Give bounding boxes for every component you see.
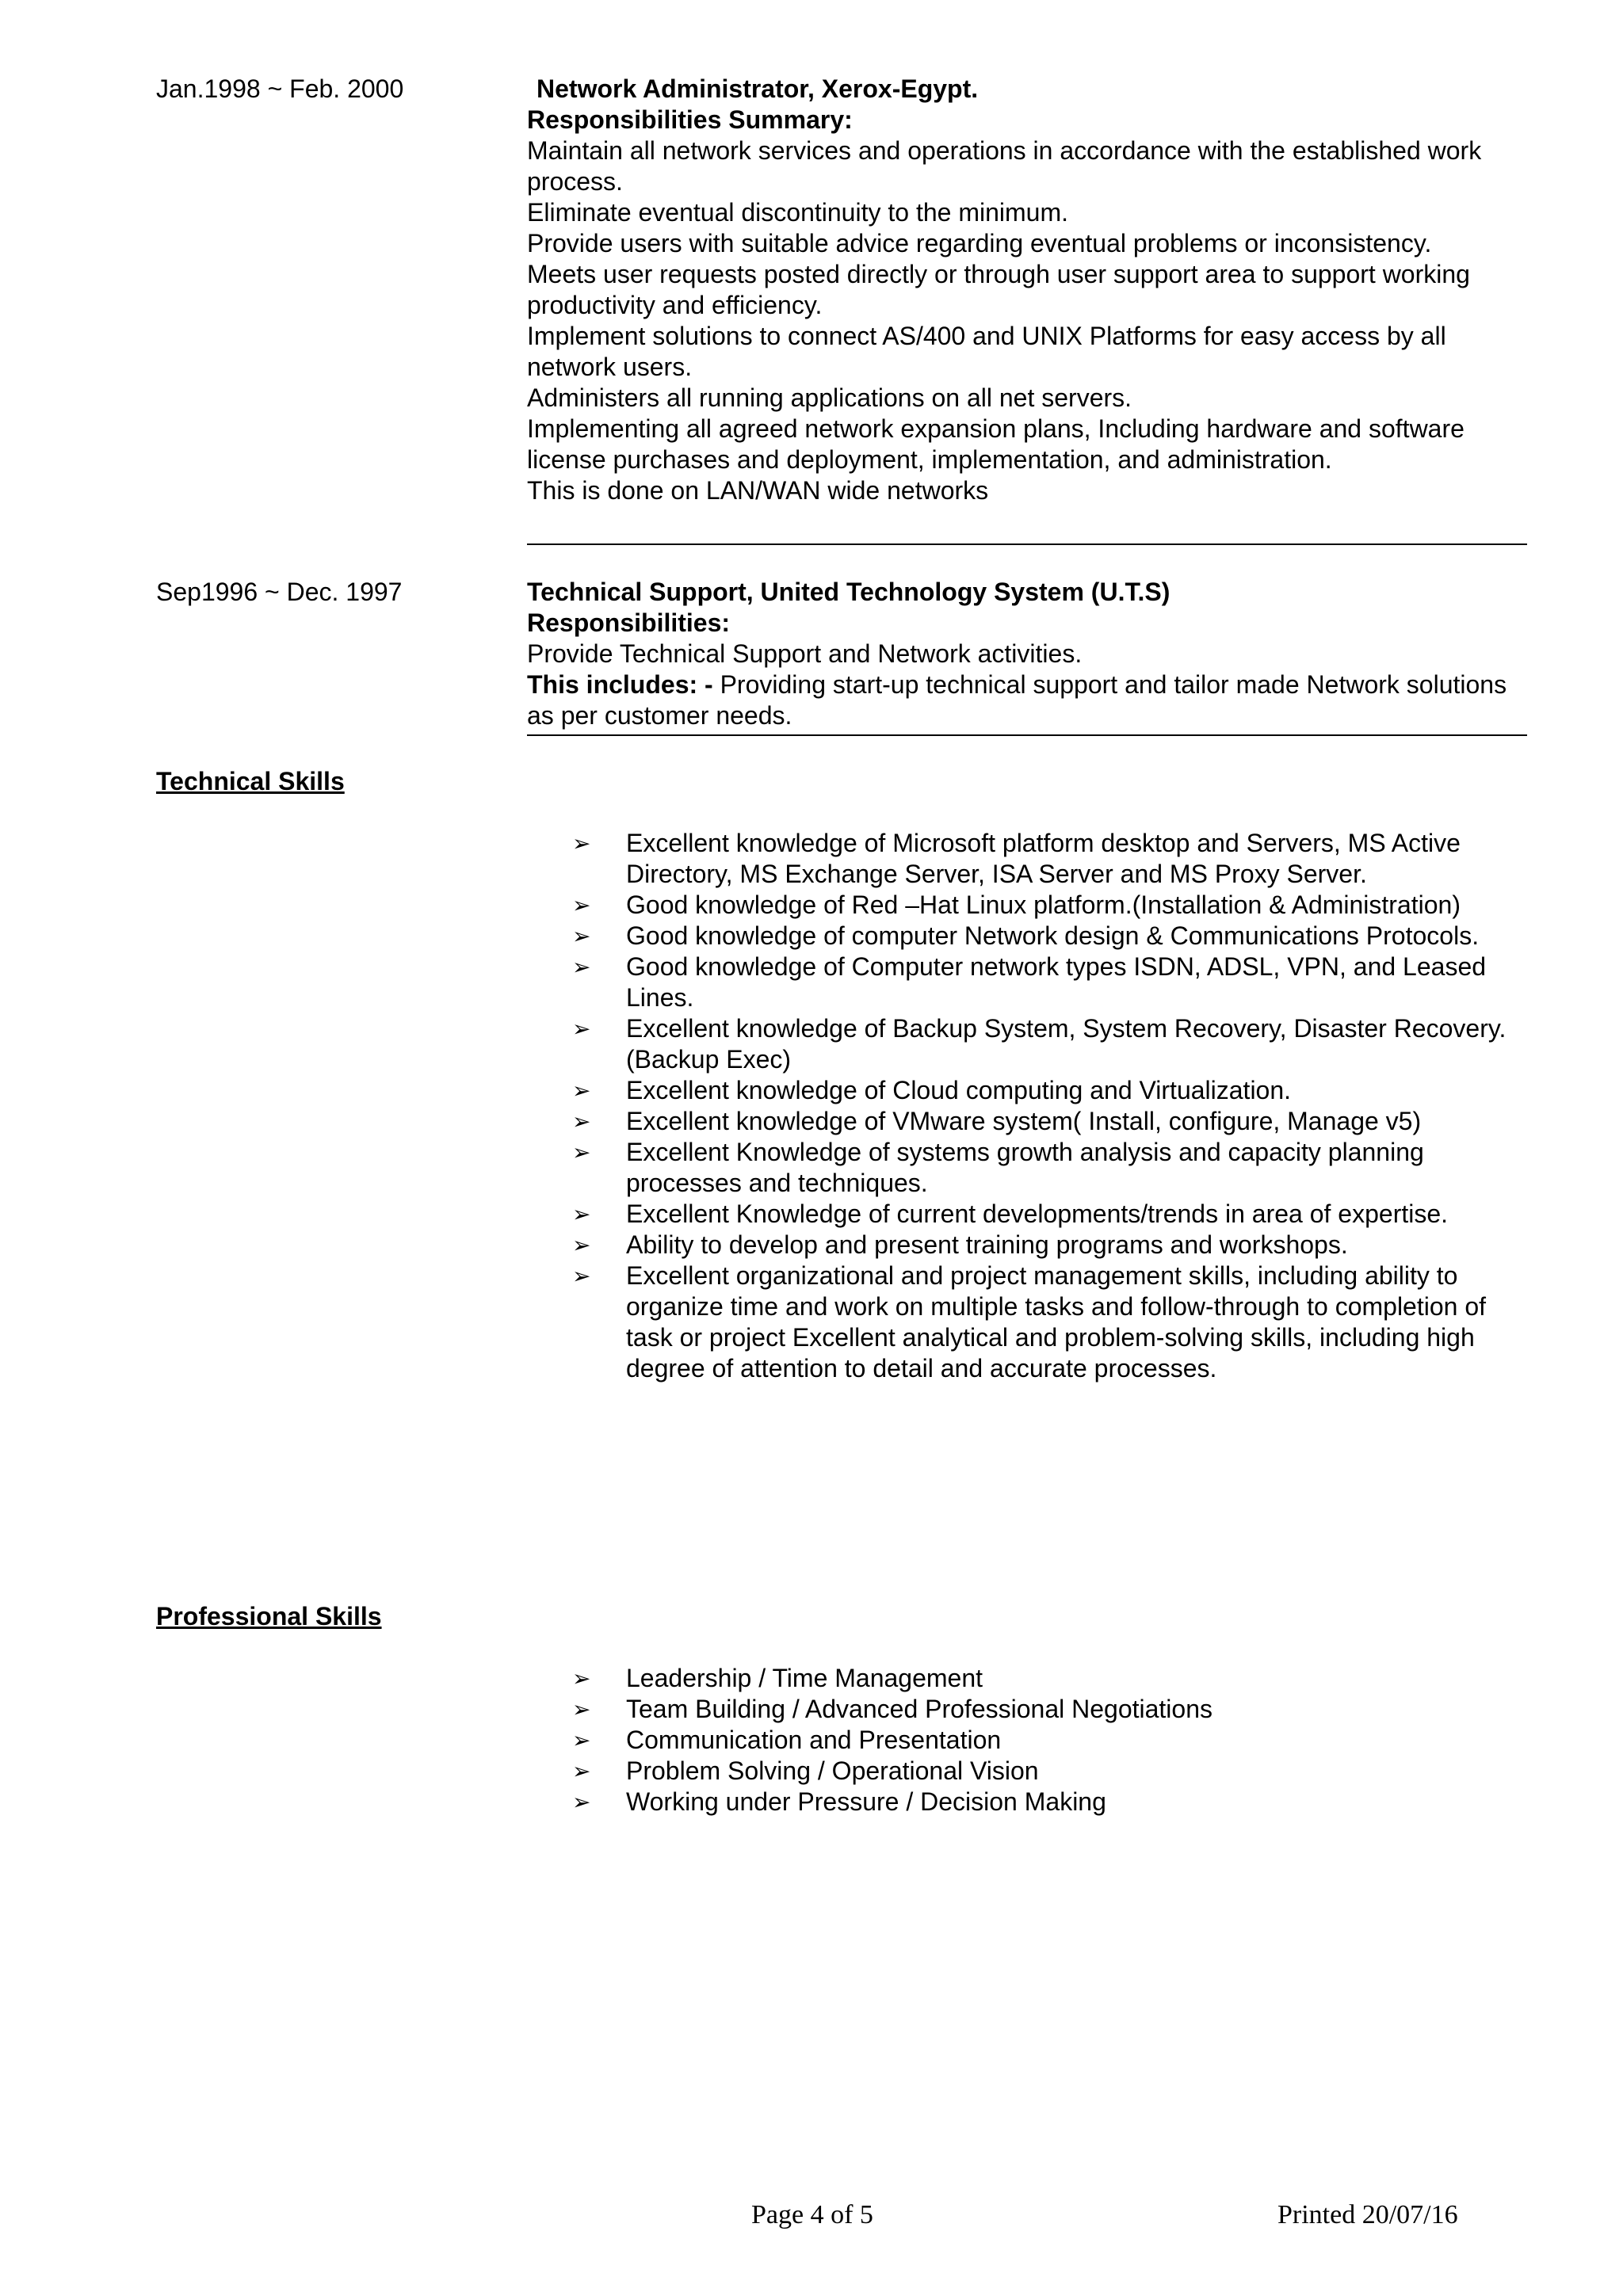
arrowhead-bullet-icon: ➢ [572, 892, 591, 918]
arrowhead-bullet-icon: ➢ [572, 923, 591, 949]
includes-text: Providing start-up technical support and tailor made Network solutions as per customer needs. [527, 670, 1507, 730]
arrowhead-bullet-icon: ➢ [572, 1727, 591, 1753]
list-item: ➢ Excellent knowledge of Cloud computing and Virtualization. [572, 1076, 1292, 1104]
list-item: ➢ Excellent organizational and project management skills, including ability to organize time and work on multiple tasks and follow-through to completion of task or project Excellent analytical and problem-solving skills, including high degree of attention to detail and accurate processes. [572, 1261, 1487, 1383]
list-item: ➢ Good knowledge of computer Network design & Communications Protocols. [572, 921, 1480, 950]
arrowhead-bullet-icon: ➢ [572, 1696, 591, 1722]
list-item: ➢ Excellent knowledge of VMware system( Install, configure, Manage v5) [572, 1107, 1422, 1135]
experience-title-2: Technical Support, United Technology System (U.T.S) [527, 578, 1170, 606]
list-item: ➢ Ability to develop and present training programs and workshops. [572, 1230, 1348, 1259]
experience-title-1: Network Administrator, Xerox-Egypt. [537, 74, 979, 103]
responsibility-line: Provide Technical Support and Network activities. [527, 639, 1083, 668]
list-item: ➢ Excellent Knowledge of systems growth analysis and capacity planning processes and techniques. [572, 1138, 1424, 1197]
list-item: ➢ Excellent Knowledge of current developments/trends in area of expertise. [572, 1199, 1449, 1228]
responsibility-line: Meets user requests posted directly or through user support area to support working productivity and efficiency. [527, 260, 1470, 319]
arrowhead-bullet-icon: ➢ [572, 954, 591, 980]
arrowhead-bullet-icon: ➢ [572, 1016, 591, 1042]
printed-date: Printed 20/07/16 [1277, 2200, 1458, 2229]
list-item: ➢ Communication and Presentation [572, 1726, 1002, 1754]
experience-entry-2 [527, 577, 1526, 731]
arrowhead-bullet-icon: ➢ [572, 1108, 591, 1135]
technical-skills-heading: Technical Skills [156, 767, 345, 795]
experience-subtitle-2: Responsibilities: [527, 608, 731, 637]
responsibility-line: Provide users with suitable advice regarding eventual problems or inconsistency. [527, 229, 1432, 257]
technical-skills-list [572, 828, 1523, 1384]
section-divider [527, 543, 1527, 545]
responsibility-line: Administers all running applications on all net servers. [527, 383, 1132, 412]
experience-entry-1 [527, 74, 1526, 506]
list-item: ➢ Excellent knowledge of Microsoft platform desktop and Servers, MS Active Directory, MS Exchange Server, ISA Server and MS Proxy Server. [572, 829, 1461, 888]
responsibility-line: Implementing all agreed network expansion plans, Including hardware and software license purchases and deployment, implementation, and administration. [527, 414, 1465, 474]
list-item: ➢ Working under Pressure / Decision Making [572, 1787, 1106, 1816]
responsibility-line: This is done on LAN/WAN wide networks [527, 476, 989, 505]
section-divider [527, 734, 1527, 736]
arrowhead-bullet-icon: ➢ [572, 830, 591, 856]
list-item: ➢ Problem Solving / Operational Vision [572, 1756, 1039, 1785]
experience-dates-1: Jan.1998 ~ Feb. 2000 [156, 74, 404, 103]
list-item: ➢ Team Building / Advanced Professional Negotiations [572, 1695, 1212, 1723]
list-item: ➢ Leadership / Time Management [572, 1664, 983, 1692]
responsibility-line: Eliminate eventual discontinuity to the minimum. [527, 198, 1068, 227]
arrowhead-bullet-icon: ➢ [572, 1139, 591, 1165]
professional-skills-list [572, 1663, 1523, 1817]
arrowhead-bullet-icon: ➢ [572, 1665, 591, 1691]
responsibility-line: Implement solutions to connect AS/400 and UNIX Platforms for easy access by all network users. [527, 322, 1446, 381]
professional-skills-heading: Professional Skills [156, 1602, 382, 1630]
includes-label: This includes: - [527, 670, 713, 699]
page-number: Page 4 of 5 [751, 2200, 873, 2229]
list-item: ➢ Excellent knowledge of Backup System, System Recovery, Disaster Recovery. (Backup Exec) [572, 1014, 1507, 1074]
arrowhead-bullet-icon: ➢ [572, 1232, 591, 1258]
arrowhead-bullet-icon: ➢ [572, 1201, 591, 1227]
arrowhead-bullet-icon: ➢ [572, 1263, 591, 1289]
includes-line [527, 669, 1526, 731]
arrowhead-bullet-icon: ➢ [572, 1758, 591, 1784]
arrowhead-bullet-icon: ➢ [572, 1077, 591, 1104]
experience-subtitle-1: Responsibilities Summary: [527, 105, 853, 134]
experience-dates-2: Sep1996 ~ Dec. 1997 [156, 578, 403, 606]
list-item: ➢ Good knowledge of Red –Hat Linux platform.(Installation & Administration) [572, 891, 1461, 919]
arrowhead-bullet-icon: ➢ [572, 1789, 591, 1815]
responsibility-line: Maintain all network services and operations in accordance with the established work process. [527, 136, 1482, 196]
list-item: ➢ Good knowledge of Computer network types ISDN, ADSL, VPN, and Leased Lines. [572, 952, 1487, 1012]
